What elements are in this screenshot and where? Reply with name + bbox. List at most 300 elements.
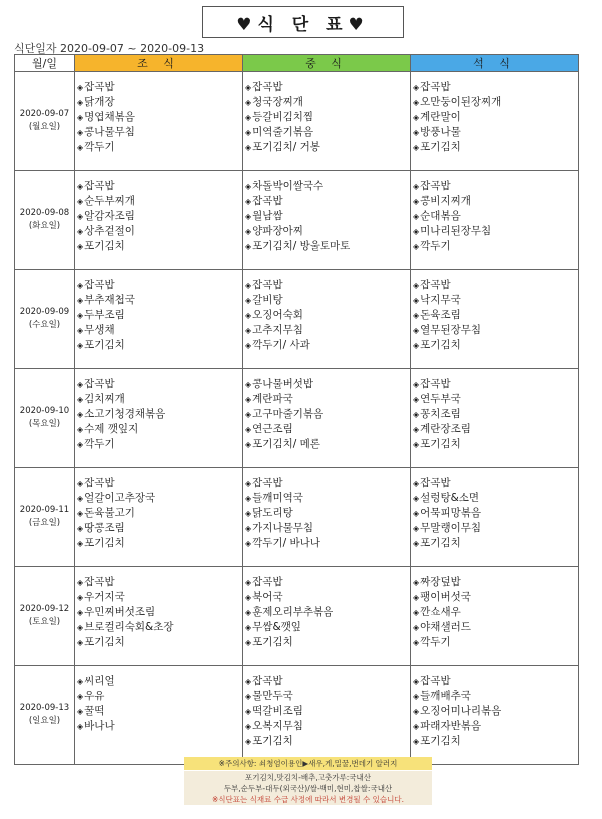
date-text: 2020-09-10 bbox=[19, 406, 70, 416]
lunch-cell bbox=[243, 369, 411, 468]
menu-item-text: 깍두기 bbox=[420, 636, 451, 648]
menu-item-text: 우거지국 bbox=[84, 591, 125, 603]
menu-item bbox=[245, 140, 410, 155]
menu-item-text: 잡곡밥 bbox=[420, 675, 451, 687]
diamond-bullet-icon: ◈ bbox=[413, 623, 420, 632]
diamond-bullet-icon: ◈ bbox=[77, 380, 84, 389]
menu-item bbox=[77, 323, 242, 338]
diamond-bullet-icon: ◈ bbox=[77, 707, 84, 716]
diamond-bullet-icon: ◈ bbox=[77, 722, 84, 731]
menu-item bbox=[413, 377, 578, 392]
menu-item bbox=[413, 407, 578, 422]
menu-item-text: 상추겉절이 bbox=[84, 225, 135, 237]
menu-item bbox=[77, 689, 242, 704]
diamond-bullet-icon: ◈ bbox=[245, 242, 252, 251]
diamond-bullet-icon: ◈ bbox=[413, 98, 420, 107]
diamond-bullet-icon: ◈ bbox=[77, 326, 84, 335]
menu-item bbox=[413, 140, 578, 155]
diamond-bullet-icon: ◈ bbox=[77, 509, 84, 518]
diamond-bullet-icon: ◈ bbox=[77, 281, 84, 290]
menu-item-text: 깍두기 bbox=[84, 438, 115, 450]
menu-item bbox=[245, 407, 410, 422]
menu-item-text: 꽁치조림 bbox=[420, 408, 461, 420]
menu-item-text: 포기김치 bbox=[252, 735, 293, 747]
menu-item-text: 잡곡밥 bbox=[84, 180, 115, 192]
day-row bbox=[15, 171, 579, 270]
diamond-bullet-icon: ◈ bbox=[245, 677, 252, 686]
diamond-bullet-icon: ◈ bbox=[413, 311, 420, 320]
menu-item-text: 물만두국 bbox=[252, 690, 293, 702]
header-lunch: 중 식 bbox=[243, 55, 411, 72]
diamond-bullet-icon: ◈ bbox=[413, 410, 420, 419]
menu-item bbox=[245, 590, 410, 605]
diamond-bullet-icon: ◈ bbox=[413, 326, 420, 335]
diamond-bullet-icon: ◈ bbox=[77, 311, 84, 320]
diamond-bullet-icon: ◈ bbox=[413, 113, 420, 122]
menu-item-text: 월남쌈 bbox=[252, 210, 283, 222]
diamond-bullet-icon: ◈ bbox=[413, 296, 420, 305]
menu-item-text: 잡곡밥 bbox=[252, 195, 283, 207]
menu-item bbox=[413, 80, 578, 95]
menu-item bbox=[413, 704, 578, 719]
menu-item bbox=[77, 224, 242, 239]
date-text: 2020-09-12 bbox=[19, 604, 70, 614]
menu-item-text: 계란장조림 bbox=[420, 423, 471, 435]
date-cell bbox=[15, 369, 75, 468]
menu-item-text: 잡곡밥 bbox=[84, 576, 115, 588]
menu-item bbox=[245, 437, 410, 452]
menu-item bbox=[413, 635, 578, 650]
diamond-bullet-icon: ◈ bbox=[77, 143, 84, 152]
menu-item-text: 설렁탕&소면 bbox=[420, 492, 480, 504]
date-text: 2020-09-13 bbox=[19, 703, 70, 713]
menu-item-text: 미나리된장무침 bbox=[420, 225, 492, 237]
menu-item bbox=[413, 224, 578, 239]
menu-item bbox=[413, 536, 578, 551]
menu-item bbox=[77, 635, 242, 650]
menu-item-text: 연근조림 bbox=[252, 423, 293, 435]
menu-item bbox=[245, 689, 410, 704]
date-cell bbox=[15, 666, 75, 765]
diamond-bullet-icon: ◈ bbox=[77, 212, 84, 221]
menu-item bbox=[413, 506, 578, 521]
menu-item bbox=[413, 476, 578, 491]
menu-item bbox=[413, 323, 578, 338]
diamond-bullet-icon: ◈ bbox=[245, 380, 252, 389]
diamond-bullet-icon: ◈ bbox=[245, 692, 252, 701]
menu-item-text: 짜장덮밥 bbox=[420, 576, 461, 588]
menu-item bbox=[245, 521, 410, 536]
weekday-text: (금요일) bbox=[28, 518, 61, 528]
menu-period: 식단일자 2020-09-07 ~ 2020-09-13 bbox=[14, 42, 205, 55]
menu-item bbox=[413, 125, 578, 140]
diamond-bullet-icon: ◈ bbox=[77, 638, 84, 647]
menu-item bbox=[413, 194, 578, 209]
menu-item-text: 닭도리탕 bbox=[252, 507, 293, 519]
menu-item-text: 어묵피망볶음 bbox=[420, 507, 482, 519]
menu-item bbox=[77, 209, 242, 224]
menu-item bbox=[245, 323, 410, 338]
breakfast-cell bbox=[75, 567, 243, 666]
diamond-bullet-icon: ◈ bbox=[245, 98, 252, 107]
menu-item bbox=[413, 620, 578, 635]
diamond-bullet-icon: ◈ bbox=[245, 212, 252, 221]
menu-item-text: 닭개장 bbox=[84, 96, 115, 108]
menu-item-text: 포기김치 bbox=[420, 438, 461, 450]
menu-item-text: 포기김치 bbox=[84, 339, 125, 351]
breakfast-cell bbox=[75, 171, 243, 270]
day-row bbox=[15, 72, 579, 171]
menu-item-text: 북어국 bbox=[252, 591, 283, 603]
menu-item-text: 무말랭이무침 bbox=[420, 522, 482, 534]
diamond-bullet-icon: ◈ bbox=[413, 608, 420, 617]
diamond-bullet-icon: ◈ bbox=[77, 182, 84, 191]
menu-item bbox=[245, 95, 410, 110]
menu-item bbox=[77, 95, 242, 110]
diamond-bullet-icon: ◈ bbox=[413, 524, 420, 533]
menu-item bbox=[77, 377, 242, 392]
diamond-bullet-icon: ◈ bbox=[245, 395, 252, 404]
menu-item-text: 고구마줄기볶음 bbox=[252, 408, 324, 420]
diamond-bullet-icon: ◈ bbox=[413, 143, 420, 152]
diamond-bullet-icon: ◈ bbox=[413, 638, 420, 647]
menu-item-text: 무쌈&깻잎 bbox=[252, 621, 301, 633]
diamond-bullet-icon: ◈ bbox=[413, 707, 420, 716]
origin-note bbox=[184, 771, 432, 805]
menu-item-text: 깍두기/ 바나나 bbox=[252, 537, 320, 549]
menu-item bbox=[77, 491, 242, 506]
menu-item bbox=[413, 179, 578, 194]
breakfast-cell bbox=[75, 468, 243, 567]
menu-item-text: 계란파국 bbox=[252, 393, 293, 405]
menu-item bbox=[413, 209, 578, 224]
dinner-cell bbox=[411, 270, 579, 369]
lunch-cell bbox=[243, 666, 411, 765]
diamond-bullet-icon: ◈ bbox=[413, 509, 420, 518]
menu-item bbox=[413, 689, 578, 704]
menu-item-text: 잡곡밥 bbox=[84, 279, 115, 291]
diamond-bullet-icon: ◈ bbox=[77, 296, 84, 305]
menu-item bbox=[413, 278, 578, 293]
diamond-bullet-icon: ◈ bbox=[413, 692, 420, 701]
diamond-bullet-icon: ◈ bbox=[77, 113, 84, 122]
menu-item bbox=[413, 590, 578, 605]
diamond-bullet-icon: ◈ bbox=[245, 143, 252, 152]
diamond-bullet-icon: ◈ bbox=[245, 539, 252, 548]
breakfast-cell bbox=[75, 666, 243, 765]
diamond-bullet-icon: ◈ bbox=[77, 539, 84, 548]
diamond-bullet-icon: ◈ bbox=[77, 524, 84, 533]
menu-item-text: 콩비지찌개 bbox=[420, 195, 471, 207]
menu-item-text: 잡곡밥 bbox=[84, 378, 115, 390]
menu-item-text: 떡갈비조림 bbox=[252, 705, 303, 717]
menu-item bbox=[245, 377, 410, 392]
menu-item-text: 오복지무침 bbox=[252, 720, 303, 732]
menu-item bbox=[77, 521, 242, 536]
menu-item-text: 포기김치/ 메론 bbox=[252, 438, 320, 450]
menu-item-text: 깍두기/ 사과 bbox=[252, 339, 310, 351]
menu-item-text: 잡곡밥 bbox=[420, 477, 451, 489]
menu-item bbox=[77, 125, 242, 140]
menu-item bbox=[245, 194, 410, 209]
menu-item bbox=[245, 209, 410, 224]
diamond-bullet-icon: ◈ bbox=[77, 692, 84, 701]
menu-item-text: 낙지무국 bbox=[420, 294, 461, 306]
menu-item-text: 양파장아찌 bbox=[252, 225, 303, 237]
menu-item bbox=[77, 338, 242, 353]
menu-item-text: 오만둥이된장찌개 bbox=[420, 96, 502, 108]
diamond-bullet-icon: ◈ bbox=[413, 83, 420, 92]
menu-item bbox=[245, 605, 410, 620]
date-text: 2020-09-08 bbox=[19, 208, 70, 218]
menu-item-text: 등갈비김치찜 bbox=[252, 111, 314, 123]
diamond-bullet-icon: ◈ bbox=[245, 326, 252, 335]
diamond-bullet-icon: ◈ bbox=[245, 593, 252, 602]
menu-item-text: 알감자조림 bbox=[84, 210, 135, 222]
menu-item bbox=[245, 392, 410, 407]
menu-item bbox=[245, 674, 410, 689]
menu-item bbox=[413, 605, 578, 620]
menu-item-text: 잡곡밥 bbox=[252, 576, 283, 588]
menu-item bbox=[245, 293, 410, 308]
menu-item bbox=[77, 392, 242, 407]
menu-item-text: 포기김치 bbox=[420, 735, 461, 747]
menu-item-text: 두부조림 bbox=[84, 309, 125, 321]
diamond-bullet-icon: ◈ bbox=[245, 578, 252, 587]
origin-line-2: 두부,순두부-대두(외국산)/쌀-백미,현미,찹쌀:국내산 bbox=[223, 784, 393, 793]
menu-item-text: 잡곡밥 bbox=[420, 81, 451, 93]
menu-item bbox=[245, 179, 410, 194]
menu-item-text: 잡곡밥 bbox=[252, 81, 283, 93]
breakfast-cell bbox=[75, 270, 243, 369]
menu-item bbox=[245, 506, 410, 521]
menu-item-text: 포기김치 bbox=[420, 537, 461, 549]
menu-item bbox=[245, 734, 410, 749]
menu-item bbox=[413, 437, 578, 452]
diamond-bullet-icon: ◈ bbox=[245, 440, 252, 449]
menu-item-text: 잡곡밥 bbox=[84, 81, 115, 93]
diamond-bullet-icon: ◈ bbox=[77, 395, 84, 404]
dinner-cell bbox=[411, 369, 579, 468]
menu-item-text: 훈제오리부추볶음 bbox=[252, 606, 334, 618]
menu-item bbox=[77, 179, 242, 194]
lunch-cell bbox=[243, 567, 411, 666]
diamond-bullet-icon: ◈ bbox=[413, 380, 420, 389]
menu-item bbox=[413, 422, 578, 437]
diamond-bullet-icon: ◈ bbox=[245, 311, 252, 320]
menu-item-text: 부추재첩국 bbox=[84, 294, 135, 306]
menu-item bbox=[245, 620, 410, 635]
dinner-cell bbox=[411, 468, 579, 567]
menu-item-text: 방풍나물 bbox=[420, 126, 461, 138]
diamond-bullet-icon: ◈ bbox=[245, 494, 252, 503]
diamond-bullet-icon: ◈ bbox=[413, 341, 420, 350]
diamond-bullet-icon: ◈ bbox=[413, 677, 420, 686]
menu-item-text: 돈육조림 bbox=[420, 309, 461, 321]
date-cell bbox=[15, 270, 75, 369]
diamond-bullet-icon: ◈ bbox=[413, 479, 420, 488]
menu-item bbox=[77, 110, 242, 125]
menu-item-text: 야채샐러드 bbox=[420, 621, 471, 633]
menu-item bbox=[245, 224, 410, 239]
diamond-bullet-icon: ◈ bbox=[245, 707, 252, 716]
menu-item bbox=[413, 110, 578, 125]
diamond-bullet-icon: ◈ bbox=[413, 182, 420, 191]
menu-item-text: 잡곡밥 bbox=[420, 279, 451, 291]
menu-item bbox=[245, 422, 410, 437]
diamond-bullet-icon: ◈ bbox=[413, 425, 420, 434]
menu-item-text: 땅콩조림 bbox=[84, 522, 125, 534]
menu-item bbox=[77, 506, 242, 521]
diamond-bullet-icon: ◈ bbox=[77, 578, 84, 587]
menu-item-text: 미역줄기볶음 bbox=[252, 126, 314, 138]
date-cell bbox=[15, 171, 75, 270]
menu-item bbox=[413, 293, 578, 308]
menu-item-text: 팽이버섯국 bbox=[420, 591, 471, 603]
diamond-bullet-icon: ◈ bbox=[77, 623, 84, 632]
menu-item-text: 무생채 bbox=[84, 324, 115, 336]
lunch-cell bbox=[243, 270, 411, 369]
menu-item-text: 열무된장무침 bbox=[420, 324, 482, 336]
menu-item bbox=[245, 110, 410, 125]
origin-line-1: 포기김치,맛김치-배추,고춧가루:국내산 bbox=[245, 773, 371, 782]
diamond-bullet-icon: ◈ bbox=[245, 83, 252, 92]
menu-item-text: 잡곡밥 bbox=[420, 180, 451, 192]
menu-item-text: 잡곡밥 bbox=[252, 675, 283, 687]
menu-item bbox=[413, 521, 578, 536]
menu-item bbox=[413, 338, 578, 353]
menu-item bbox=[245, 125, 410, 140]
menu-item bbox=[77, 437, 242, 452]
day-row bbox=[15, 666, 579, 765]
dinner-cell bbox=[411, 72, 579, 171]
menu-item bbox=[77, 605, 242, 620]
page-title: ♥식 단 표♥ bbox=[202, 6, 404, 38]
diamond-bullet-icon: ◈ bbox=[413, 395, 420, 404]
menu-item-text: 깍두기 bbox=[84, 141, 115, 153]
diamond-bullet-icon: ◈ bbox=[245, 608, 252, 617]
dinner-cell bbox=[411, 567, 579, 666]
menu-item bbox=[77, 80, 242, 95]
menu-item bbox=[413, 392, 578, 407]
diamond-bullet-icon: ◈ bbox=[245, 425, 252, 434]
diamond-bullet-icon: ◈ bbox=[245, 128, 252, 137]
breakfast-cell bbox=[75, 72, 243, 171]
date-cell bbox=[15, 567, 75, 666]
menu-item bbox=[245, 536, 410, 551]
weekday-text: (수요일) bbox=[28, 320, 61, 330]
day-row bbox=[15, 567, 579, 666]
menu-item-text: 가지나물무침 bbox=[252, 522, 314, 534]
diamond-bullet-icon: ◈ bbox=[245, 509, 252, 518]
diamond-bullet-icon: ◈ bbox=[77, 593, 84, 602]
menu-item-text: 잡곡밥 bbox=[252, 279, 283, 291]
menu-item-text: 포기김치/ 방울토마토 bbox=[252, 240, 351, 252]
menu-item bbox=[413, 575, 578, 590]
menu-item bbox=[245, 338, 410, 353]
diamond-bullet-icon: ◈ bbox=[413, 494, 420, 503]
menu-item-text: 콩나물무침 bbox=[84, 126, 135, 138]
day-row bbox=[15, 369, 579, 468]
diamond-bullet-icon: ◈ bbox=[77, 425, 84, 434]
dinner-cell bbox=[411, 666, 579, 765]
diamond-bullet-icon: ◈ bbox=[413, 578, 420, 587]
diamond-bullet-icon: ◈ bbox=[413, 128, 420, 137]
weekday-text: (일요일) bbox=[28, 716, 61, 726]
diamond-bullet-icon: ◈ bbox=[413, 227, 420, 236]
menu-item bbox=[245, 278, 410, 293]
header-dinner: 석 식 bbox=[411, 55, 579, 72]
menu-item bbox=[245, 476, 410, 491]
menu-item-text: 들깨배추국 bbox=[420, 690, 471, 702]
header-date: 월/일 bbox=[15, 55, 75, 72]
menu-item-text: 소고기청경채볶음 bbox=[84, 408, 166, 420]
date-cell bbox=[15, 72, 75, 171]
diamond-bullet-icon: ◈ bbox=[413, 281, 420, 290]
menu-item-text: 바나나 bbox=[84, 720, 115, 732]
allergy-note: ※주의사항: 쇠청엄이용인▶새우,게,밀꿀,번데기 알러지 bbox=[184, 757, 432, 770]
diamond-bullet-icon: ◈ bbox=[245, 113, 252, 122]
menu-item-text: 브로컬리숙회&초장 bbox=[84, 621, 174, 633]
date-text: 2020-09-07 bbox=[19, 109, 70, 119]
day-row bbox=[15, 468, 579, 567]
weekday-text: (토요일) bbox=[28, 617, 61, 627]
menu-item bbox=[77, 590, 242, 605]
weekday-text: (월요일) bbox=[28, 122, 61, 132]
menu-item-text: 꿀떡 bbox=[84, 705, 105, 717]
menu-item bbox=[77, 674, 242, 689]
diamond-bullet-icon: ◈ bbox=[77, 83, 84, 92]
menu-item-text: 명엽채볶음 bbox=[84, 111, 135, 123]
diamond-bullet-icon: ◈ bbox=[245, 737, 252, 746]
diamond-bullet-icon: ◈ bbox=[245, 182, 252, 191]
menu-item-text: 수제 깻잎지 bbox=[84, 423, 139, 435]
menu-item-text: 차돌박이쌀국수 bbox=[252, 180, 324, 192]
menu-item-text: 갈비탕 bbox=[252, 294, 283, 306]
change-warning: ※식단표는 식재료 수급 사정에 따라서 변경될 수 있습니다. bbox=[212, 795, 404, 804]
menu-item bbox=[413, 308, 578, 323]
menu-item-text: 김치찌개 bbox=[84, 393, 125, 405]
menu-item bbox=[413, 719, 578, 734]
menu-item bbox=[77, 704, 242, 719]
diamond-bullet-icon: ◈ bbox=[77, 410, 84, 419]
menu-item bbox=[77, 407, 242, 422]
menu-item-text: 포기김치 bbox=[252, 636, 293, 648]
lunch-cell bbox=[243, 171, 411, 270]
header-breakfast: 조 식 bbox=[75, 55, 243, 72]
diamond-bullet-icon: ◈ bbox=[245, 479, 252, 488]
menu-item bbox=[245, 491, 410, 506]
menu-item bbox=[77, 278, 242, 293]
date-text: 2020-09-09 bbox=[19, 307, 70, 317]
menu-item bbox=[77, 476, 242, 491]
menu-item-text: 돈육불고기 bbox=[84, 507, 135, 519]
diamond-bullet-icon: ◈ bbox=[77, 494, 84, 503]
menu-item bbox=[413, 95, 578, 110]
day-row bbox=[15, 270, 579, 369]
menu-item-text: 포기김치 bbox=[420, 339, 461, 351]
menu-item-text: 포기김치 bbox=[84, 636, 125, 648]
menu-item-text: 순두부찌개 bbox=[84, 195, 135, 207]
diamond-bullet-icon: ◈ bbox=[77, 128, 84, 137]
diamond-bullet-icon: ◈ bbox=[413, 440, 420, 449]
menu-item-text: 오징어숙회 bbox=[252, 309, 303, 321]
menu-item-text: 잡곡밥 bbox=[252, 477, 283, 489]
menu-item bbox=[77, 308, 242, 323]
menu-item-text: 고추지무침 bbox=[252, 324, 303, 336]
diamond-bullet-icon: ◈ bbox=[77, 98, 84, 107]
diamond-bullet-icon: ◈ bbox=[77, 440, 84, 449]
